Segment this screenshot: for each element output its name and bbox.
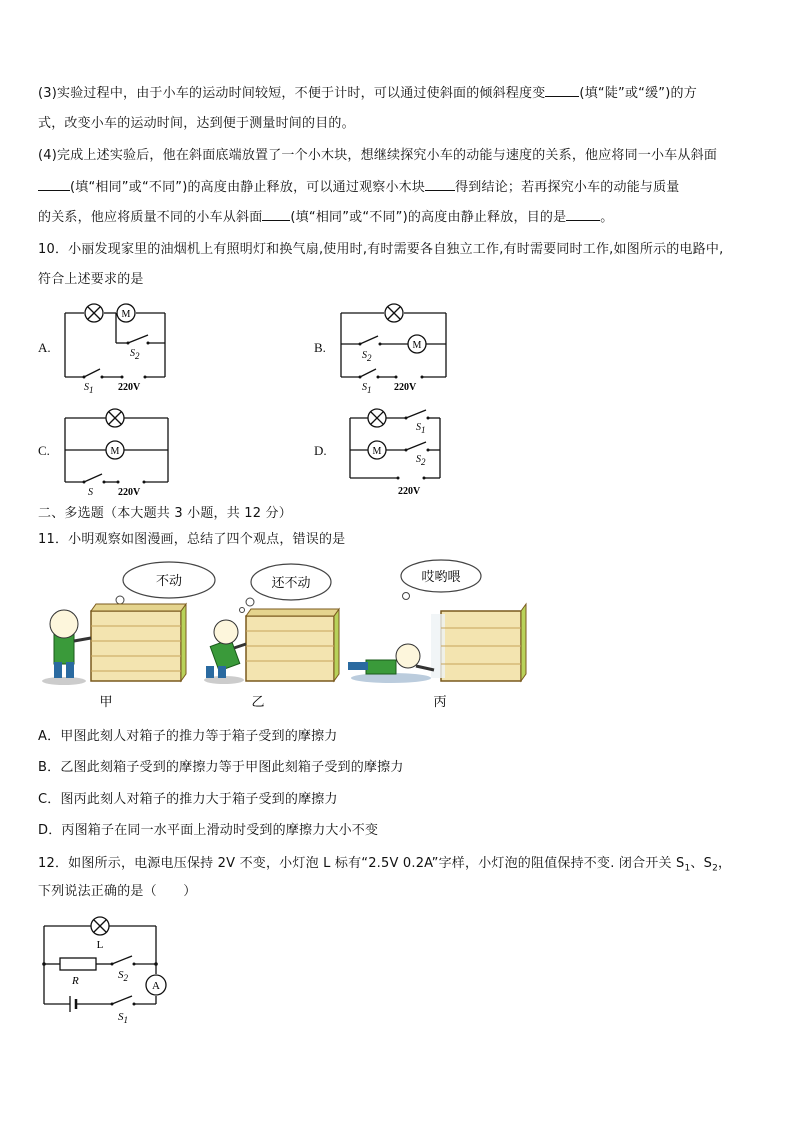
falling-boy-figure	[348, 644, 434, 683]
lamp-icon	[85, 304, 103, 322]
svg-text:M: M	[121, 309, 131, 320]
circuit-d-diagram	[340, 402, 460, 500]
voltage-label: 220V	[118, 382, 141, 393]
switch-s-label: S	[88, 487, 93, 498]
q10-option-a[interactable]: A.	[38, 340, 51, 355]
motor-icon	[408, 335, 426, 353]
q11-option-b[interactable]: B．乙图此刻箱子受到的摩擦力等于甲图此刻箱子受到的摩擦力	[38, 760, 404, 775]
q10-option-d[interactable]: D.	[314, 443, 327, 458]
ammeter-icon	[146, 975, 166, 995]
switch-s1-label: S1	[84, 382, 94, 394]
svg-text:还不动: 还不动	[271, 575, 311, 590]
svg-text:哎哟喂: 哎哟喂	[421, 569, 461, 584]
circuit-c-diagram	[60, 402, 180, 500]
svg-text:不动: 不动	[155, 573, 183, 588]
svg-text:M: M	[372, 446, 382, 457]
lamp-icon	[106, 409, 124, 427]
q9-line-3b: 式，改变小车的运动时间，达到便于测量时间的目的。	[38, 116, 355, 131]
thought-bubble	[401, 560, 481, 600]
q9-line-4: (4)完成上述实验后，他在斜面底端放置了一个小木块，想继续探究小车的动能与速度的关系，他应将同一小车从斜面	[38, 148, 718, 163]
lamp-icon	[385, 304, 403, 322]
svg-text:A: A	[152, 980, 160, 992]
motor-icon	[106, 441, 124, 459]
motor-icon	[117, 304, 135, 322]
circuit-q12-diagram	[38, 912, 178, 1030]
q11-option-c[interactable]: C．图丙此刻人对箱子的推力大于箱子受到的摩擦力	[38, 792, 338, 807]
battery-icon	[70, 996, 76, 1012]
switch-s1-label: $S_1$	[118, 1011, 128, 1025]
q9-line-4b: (填“相同”或“不同”)的高度由静止释放，可以通过观察小木块 得到结论；若再探究小车的动能与质量	[38, 178, 680, 196]
caption-jia: 甲	[99, 694, 113, 709]
answer-blank[interactable]	[425, 178, 455, 191]
voltage-label: 220V	[118, 487, 141, 498]
q11-comic	[36, 556, 536, 716]
motor-icon	[368, 441, 386, 459]
thought-bubble	[240, 564, 332, 613]
q10-stem: 10．小丽发现家里的油烟机上有照明灯和换气扇,使用时,有时需要各自独立工作,有时需要同时工作,如图所示的电路中,	[38, 242, 724, 257]
switch-s1-label: S1	[362, 382, 372, 394]
lamp-icon	[368, 409, 386, 427]
answer-blank[interactable]	[38, 178, 70, 191]
q10-option-c[interactable]: C.	[38, 443, 50, 458]
voltage-label: 220V	[394, 382, 417, 393]
resistor-icon	[60, 958, 96, 970]
sliding-crate	[431, 604, 526, 681]
wooden-crate	[91, 604, 186, 681]
svg-text:M: M	[110, 446, 120, 457]
switch-s2-label: S2	[416, 454, 426, 467]
boy-figure	[42, 610, 91, 685]
q11-option-a[interactable]: A．甲图此刻人对箱子的推力等于箱子受到的摩擦力	[38, 729, 338, 744]
q10-stem-2: 符合上述要求的是	[38, 272, 144, 287]
answer-blank[interactable]	[566, 208, 600, 221]
lamp-icon	[91, 917, 109, 935]
q9-line-3: (3)实验过程中，由于小车的运动时间较短，不便于计时，可以通过使斜面的倾斜程度变 (填“陡”或“缓”)的方	[38, 86, 697, 101]
circuit-b-diagram	[336, 298, 461, 394]
caption-bing: 丙	[433, 694, 447, 709]
boy-figure	[204, 620, 246, 684]
caption-yi: 乙	[251, 694, 265, 709]
voltage-label: 220V	[398, 486, 421, 497]
answer-blank[interactable]	[262, 208, 290, 221]
q9-line-4c: 的关系，他应将质量不同的小车从斜面 (填“相同”或“不同”)的高度由静止释放，目的是 。	[38, 210, 614, 225]
q12-stem: 12．如图所示，电源电压保持 2V 不变，小灯泡 L 标有“2.5V 0.2A”字样，小灯泡的阻值保持不变. 闭合开关 $S_1$、$S_2$，	[38, 856, 732, 874]
lamp-label: L	[96, 939, 104, 951]
q11-option-d[interactable]: D．丙图箱子在同一水平面上滑动时受到的摩擦力大小不变	[38, 823, 379, 838]
switch-s2-label: $S_2$	[118, 969, 128, 983]
q11-stem: 11．小明观察如图漫画，总结了四个观点，错误的是	[38, 532, 346, 547]
switch-s2-label: S2	[130, 348, 140, 361]
q12-stem-2: 下列说法正确的是（ ）	[38, 884, 197, 899]
q10-option-b[interactable]: B.	[314, 340, 326, 355]
switch-s1-label: S1	[416, 422, 426, 435]
thought-bubble	[110, 562, 216, 611]
switch-s2-label: S2	[362, 350, 372, 363]
section-heading: 二、多选题（本大题共 3 小题，共 12 分）	[38, 506, 292, 521]
circuit-a-diagram	[60, 298, 180, 394]
resistor-label: R	[72, 975, 79, 987]
svg-text:M: M	[412, 340, 422, 351]
answer-blank[interactable]	[545, 84, 579, 97]
wooden-crate	[246, 609, 339, 681]
